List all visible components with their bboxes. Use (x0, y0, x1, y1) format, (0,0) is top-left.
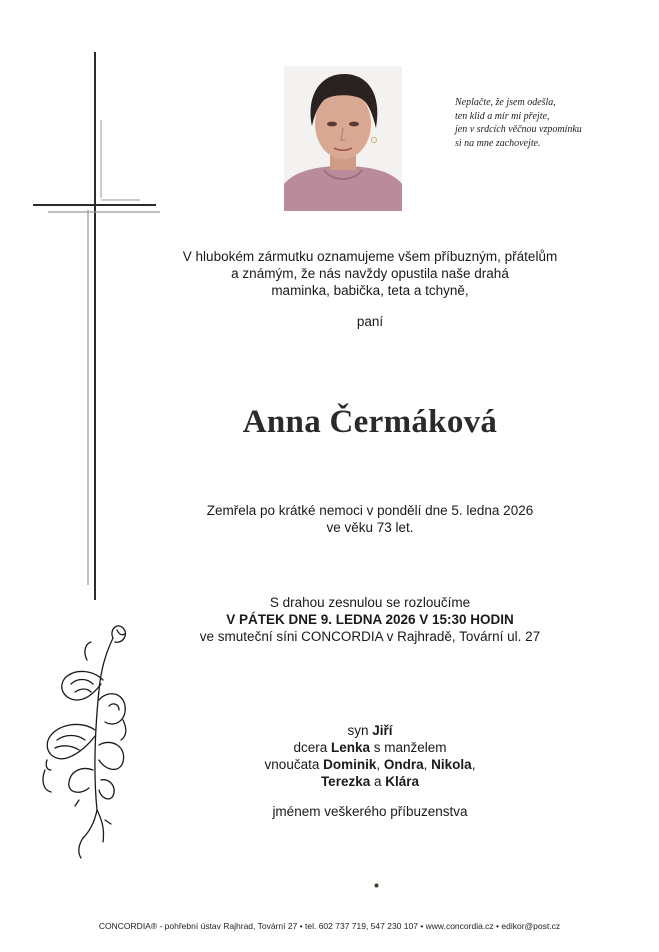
mourner-name: Dominik (323, 757, 377, 772)
farewell (110, 594, 630, 645)
mourner-prefix: syn (347, 723, 369, 738)
poem-line: jen v srdcích věčnou vzpomínku (455, 124, 582, 135)
title-word: paní (356, 314, 384, 329)
mourner-name: Terezka (320, 774, 371, 789)
death-info (110, 502, 630, 536)
mourner-suffix: s manželem (373, 740, 447, 755)
announcement-line: maminka, babička, teta a tchyně, (271, 283, 469, 298)
death-info-line: Zemřela po krátké nemoci v pondělí dne 5. ledna 2026 (206, 503, 534, 518)
mourners (110, 722, 630, 790)
mourner-name: Klára (385, 774, 420, 789)
poem-line: Neplačte, že jsem odešla, (455, 97, 556, 108)
mourner-grandchildren-cont (110, 773, 630, 790)
farewell-intro: S drahou zesnulou se rozloučíme (269, 595, 471, 610)
deceased-name: Anna Čermáková (242, 404, 498, 440)
mourner-name: Jiří (372, 723, 393, 738)
mourner-grandchildren: vnoučata Dominik, Ondra, Nikola, (264, 757, 476, 772)
farewell-date-time: V PÁTEK DNE 9. LEDNA 2026 V 15:30 HODIN (226, 612, 514, 627)
mourner-name: Lenka (330, 740, 371, 755)
announcement-line: V hlubokém zármutku oznamujeme všem příbuzným, přátelům (182, 249, 558, 264)
mourner-prefix: vnoučata (264, 757, 320, 772)
footer: CONCORDIA® - pohřební ústav Rajhrad, Tovární 27 • tel. 602 737 719, 547 230 107 • www.concordia.cz • edikor@post.cz (98, 921, 561, 931)
portrait-photo (284, 66, 402, 211)
death-info-line: ve věku 73 let. (326, 520, 414, 535)
poem (455, 96, 645, 150)
mourner-daughter (110, 739, 630, 756)
mourner-name: Nikola (431, 757, 472, 772)
mourner-name: Ondra (383, 757, 424, 772)
mourner-conj: a (373, 774, 382, 789)
mourner-prefix: dcera (293, 740, 328, 755)
announcement-line: a známým, že nás navždy opustila naše drahá (231, 266, 509, 281)
poem-line: ten klid a mír mi přejte, (455, 110, 550, 122)
family-line: jménem veškerého příbuzenstva (272, 804, 468, 819)
poem-line: si na mne zachovejte. (455, 137, 541, 149)
mourner-son (110, 722, 630, 739)
announcement (110, 248, 630, 299)
farewell-place: ve smuteční síni CONCORDIA v Rajhradě, Tovární ul. 27 (199, 629, 541, 644)
dot-icon (374, 883, 379, 888)
